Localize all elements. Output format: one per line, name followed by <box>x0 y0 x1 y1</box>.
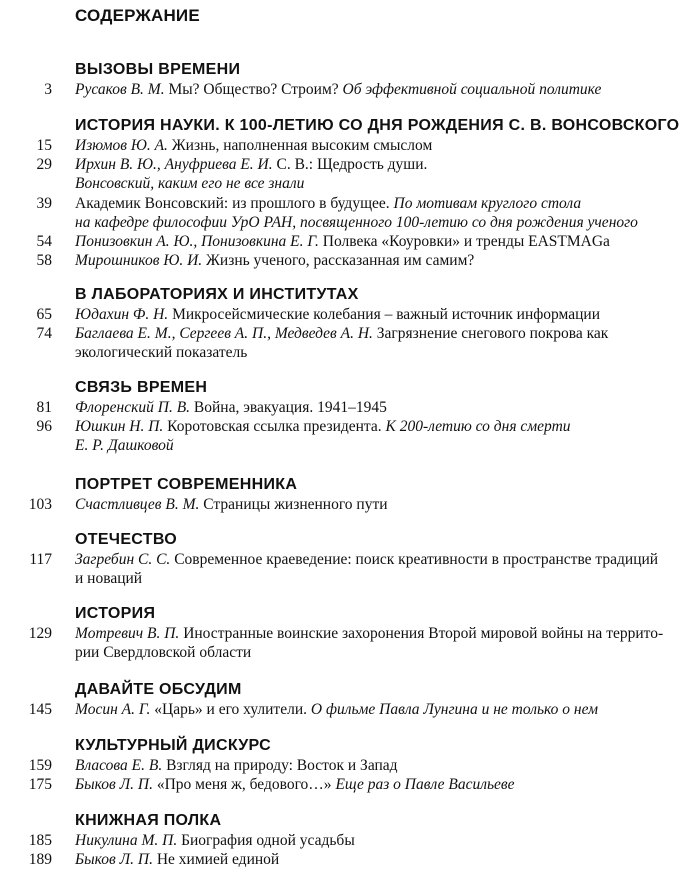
entry-line <box>75 194 675 213</box>
page-number: 175 <box>28 776 52 793</box>
text-segment: рии Свердловской области <box>75 644 252 661</box>
italic-segment: Быков Л. П. <box>75 851 157 868</box>
italic-segment: Мосин А. Г. <box>75 701 155 718</box>
text-segment: Академик Вонсовский: из прошлого в будущее. <box>75 195 394 212</box>
section-heading: КУЛЬТУРНЫЙ ДИСКУРС <box>75 737 271 754</box>
italic-segment: О фильме Павла Лунгина и не только о нем <box>310 701 599 718</box>
italic-segment: Юшкин Н. П. <box>75 418 168 435</box>
italic-segment: Еще раз о Павле Васильеве <box>335 776 515 793</box>
italic-segment: По мотивам круглого стола <box>393 195 582 212</box>
page-number: 103 <box>28 496 52 513</box>
page-number: 54 <box>36 233 52 250</box>
entry-title <box>75 624 675 662</box>
entry-line <box>75 174 675 193</box>
entry-line <box>75 569 675 588</box>
entry-title <box>75 756 675 775</box>
entry-line <box>75 495 675 514</box>
entry-line <box>75 213 675 232</box>
section-heading: ПОРТРЕТ СОВРЕМЕННИКА <box>75 476 298 493</box>
entry-line <box>75 80 675 99</box>
entry-line <box>75 850 675 869</box>
entry-title <box>75 251 675 270</box>
text-segment: Загрязнение снегового покрова как <box>376 325 609 342</box>
entry-title <box>75 831 675 850</box>
text-segment: Полвека «Коуровки» и тренды EASTMAGа <box>322 233 610 250</box>
entry-line <box>75 232 675 251</box>
entry-line <box>75 343 675 362</box>
page-number: 189 <box>28 851 52 868</box>
italic-segment: Е. Р. Дашковой <box>75 437 174 454</box>
entry-title <box>75 398 675 417</box>
text-segment: Взгляд на природу: Восток и Запад <box>166 757 398 774</box>
text-segment: Коротовская ссылка президента. <box>167 418 386 435</box>
text-segment: экологический показатель <box>75 344 248 361</box>
page-number: 159 <box>28 757 52 774</box>
page-number: 65 <box>36 306 52 323</box>
page-number: 96 <box>36 418 52 435</box>
entry-title <box>75 700 675 719</box>
page-number: 58 <box>36 252 52 269</box>
entry-title <box>75 80 675 99</box>
page-number: 39 <box>36 195 52 212</box>
entry-line <box>75 136 675 155</box>
entry-line <box>75 643 675 662</box>
page-number: 117 <box>29 551 52 568</box>
italic-segment: Мотревич В. П. <box>75 625 184 642</box>
italic-segment: Никулина М. П. <box>75 832 182 849</box>
text-segment: Война, эвакуация. 1941–1945 <box>193 399 387 416</box>
page-number: 74 <box>36 325 52 342</box>
text-segment: Жизнь, наполненная высоким смыслом <box>171 137 433 154</box>
section-heading: КНИЖНАЯ ПОЛКА <box>75 812 222 829</box>
entry-line <box>75 624 675 643</box>
entry-title <box>75 194 675 232</box>
text-segment: Микросейсмические колебания – важный источник информации <box>172 306 601 323</box>
entry-line <box>75 155 675 174</box>
text-segment: Мы? Общество? Строим? <box>168 81 343 98</box>
page-number: 129 <box>28 625 52 642</box>
text-segment: «Про меня ж, бедового…» <box>156 776 336 793</box>
text-segment: Биография одной усадьбы <box>181 832 355 849</box>
italic-segment: Быков Л. П. <box>75 776 157 793</box>
section-heading: СВЯЗЬ ВРЕМЕН <box>75 379 208 396</box>
entry-line <box>75 436 675 455</box>
italic-segment: Понизовкин А. Ю., Понизовкина Е. Г. <box>75 233 323 250</box>
section-heading: ИСТОРИЯ НАУКИ. К 100-ЛЕТИЮ СО ДНЯ РОЖДЕНИЯ С. В. ВОНСОВСКОГО <box>75 117 680 134</box>
text-segment: Жизнь ученого, рассказанная им самим? <box>206 252 475 269</box>
italic-segment: Вонсовский, каким его не все знали <box>75 175 305 192</box>
section-heading: ВЫЗОВЫ ВРЕМЕНИ <box>75 61 241 78</box>
entry-line <box>75 324 675 343</box>
italic-segment: на кафедре философии УрО РАН, посвященного 100-летию со дня рождения ученого <box>75 214 638 231</box>
entry-title <box>75 775 675 794</box>
page-number: 29 <box>36 156 52 173</box>
page-number: 81 <box>36 399 52 416</box>
text-segment: и новаций <box>75 570 143 587</box>
italic-segment: Русаков В. М. <box>75 81 169 98</box>
italic-segment: Об эффективной социальной политике <box>342 81 602 98</box>
entry-line <box>75 398 675 417</box>
italic-segment: Баглаева Е. М., Сергеев А. П., Медведев А. Н. <box>75 325 377 342</box>
entry-line <box>75 550 675 569</box>
entry-title <box>75 417 675 455</box>
entry-title <box>75 495 675 514</box>
page-number: 3 <box>44 81 52 98</box>
italic-segment: Флоренский П. В. <box>75 399 194 416</box>
entry-title <box>75 305 675 324</box>
text-segment: Современное краеведение: поиск креативности в пространстве традиций <box>174 551 659 568</box>
italic-segment: Загребин С. С. <box>75 551 175 568</box>
entry-line <box>75 700 675 719</box>
entry-line <box>75 831 675 850</box>
text-segment: «Царь» и его хулители. <box>154 701 311 718</box>
entry-title <box>75 136 675 155</box>
italic-segment: Власова Е. В. <box>75 757 167 774</box>
italic-segment: Юдахин Ф. Н. <box>75 306 173 323</box>
section-heading: ИСТОРИЯ <box>75 605 156 622</box>
entry-title <box>75 155 675 193</box>
italic-segment: Ирхин В. Ю., Ануфриева Е. И. <box>75 156 277 173</box>
text-segment: Иностранные воинские захоронения Второй мировой войны на террито- <box>183 625 664 642</box>
entry-title <box>75 324 675 362</box>
page-number: 15 <box>36 137 52 154</box>
italic-segment: Счастливцев В. М. <box>75 496 204 513</box>
section-heading: ОТЕЧЕСТВО <box>75 531 178 548</box>
page-number: 145 <box>28 701 52 718</box>
italic-segment: К 200-летию со дня смерти <box>385 418 571 435</box>
page-number: 185 <box>28 832 52 849</box>
entry-line <box>75 417 675 436</box>
text-segment: С. В.: Щедрость души. <box>276 156 428 173</box>
section-heading: ДАВАЙТЕ ОБСУДИМ <box>75 681 242 698</box>
text-segment: Не химией единой <box>156 851 280 868</box>
entry-line <box>75 756 675 775</box>
text-segment: Страницы жизненного пути <box>203 496 388 513</box>
section-heading: В ЛАБОРАТОРИЯХ И ИНСТИТУТАХ <box>75 286 359 303</box>
entry-title <box>75 550 675 588</box>
italic-segment: Изюмов Ю. А. <box>75 137 172 154</box>
entry-line <box>75 305 675 324</box>
entry-title <box>75 232 675 251</box>
italic-segment: Мирошников Ю. И. <box>75 252 207 269</box>
entry-title <box>75 850 675 869</box>
entry-line <box>75 251 675 270</box>
entry-line <box>75 775 675 794</box>
page-title: СОДЕРЖАНИЕ <box>75 6 200 25</box>
